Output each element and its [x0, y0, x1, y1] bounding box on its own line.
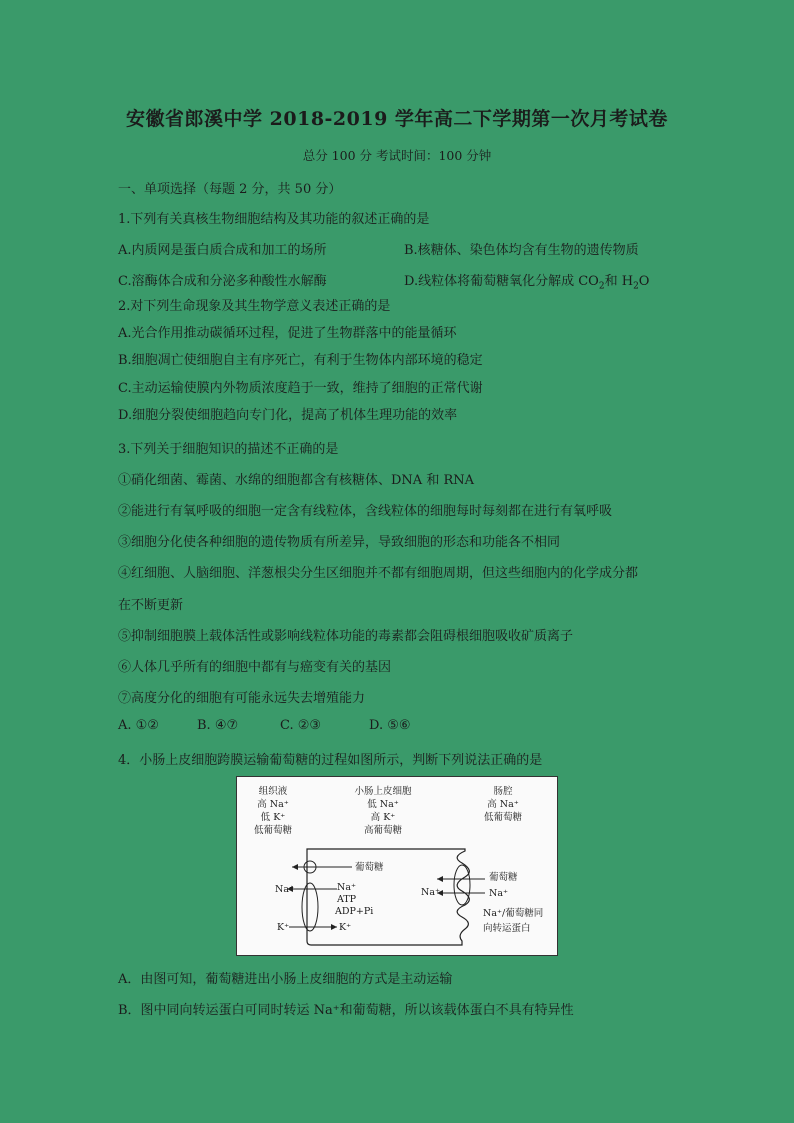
- na-cell-label: Na⁺: [421, 887, 440, 898]
- na-lumen-label: Na⁺: [489, 888, 508, 899]
- tissue-glucose-label: 低葡萄糖: [253, 825, 292, 836]
- q3-option-d: D. ⑤⑥: [369, 718, 411, 733]
- glucose-transport-figure: [236, 776, 558, 956]
- cell-label: 小肠上皮细胞: [354, 786, 412, 797]
- q3-item-5: ⑤抑制细胞膜上载体活性或影响线粒体功能的毒素都会阻碍根细胞吸收矿质离子: [118, 629, 574, 644]
- lumen-label: 肠腔: [493, 786, 513, 797]
- section-heading: 一、单项选择（每题 2 分，共 50 分）: [118, 182, 342, 197]
- q3-item-4: ④红细胞、人脑细胞、洋葱根尖分生区细胞并不都有细胞周期，但这些细胞内的化学成分都: [118, 566, 639, 581]
- q1-option-d: [404, 270, 649, 292]
- na-k-pump: [302, 883, 318, 931]
- na-out-label: Na⁺: [275, 884, 294, 895]
- q4-option-b: B．图中同向转运蛋白可同时转运 Na⁺和葡萄糖，所以该载体蛋白不具有特异性: [118, 1003, 574, 1018]
- cotransporter: [454, 865, 470, 905]
- q2-option-d: D.细胞分裂使细胞趋向专门化，提高了机体生理功能的效率: [118, 408, 458, 423]
- k-in-label: K⁺: [339, 922, 352, 933]
- exam-subtitle: 总分 100 分 考试时间：100 分钟: [302, 148, 492, 163]
- glucose-lumen-label: 葡萄糖: [489, 872, 518, 883]
- q1-stem: 1.下列有关真核生物细胞结构及其功能的叙述正确的是: [118, 212, 430, 227]
- cell-na-label: 低 Na⁺: [367, 799, 399, 810]
- tissue-k-label: 低 K⁺: [260, 812, 286, 823]
- cotransporter-label-1: Na⁺/葡萄糖同: [483, 908, 544, 919]
- q3-option-a: A. ①②: [118, 718, 159, 733]
- cotransporter-label-2: 向转运蛋白: [483, 923, 531, 934]
- q3-item-2: ②能进行有氧呼吸的细胞一定含有线粒体，含线粒体的细胞每时每刻都在进行有氧呼吸: [118, 504, 613, 519]
- q4-option-a: A．由图可知，葡萄糖进出小肠上皮细胞的方式是主动运输: [118, 972, 453, 987]
- q2-stem: 2.对下列生命现象及其生物学意义表述正确的是: [118, 299, 391, 314]
- q3-option-b: B. ④⑦: [197, 718, 239, 733]
- q4-stem: 4．小肠上皮细胞跨膜运输葡萄糖的过程如图所示，判断下列说法正确的是: [118, 753, 543, 768]
- q2-option-c: C.主动运输使膜内外物质浓度趋于一致，维持了细胞的正常代谢: [118, 381, 483, 396]
- q1-option-d-text: D.线粒体将葡萄糖氧化分解成 CO: [404, 274, 599, 289]
- glucose-out-label: 葡萄糖: [355, 862, 384, 873]
- q1-option-d-end: O: [638, 274, 650, 289]
- q3-item-4-cont: 在不断更新: [118, 598, 184, 613]
- lumen-na-label: 高 Na⁺: [487, 799, 519, 810]
- q2-option-a: A.光合作用推动碳循环过程，促进了生物群落中的能量循环: [118, 326, 457, 341]
- q3-item-3: ③细胞分化使各种细胞的遗传物质有所差异，导致细胞的形态和功能各不相同: [118, 535, 561, 550]
- atp-label: ATP: [337, 894, 357, 905]
- figure-mid-labels: [347, 785, 419, 837]
- q1-option-d-sub2: 2: [633, 281, 639, 292]
- q3-stem: 3.下列关于细胞知识的描述不正确的是: [118, 442, 339, 457]
- figure-left-labels: [245, 785, 301, 837]
- q1-option-b: B.核糖体、染色体均含有生物的遗传物质: [404, 243, 639, 258]
- cell-k-label: 高 K⁺: [370, 812, 396, 823]
- q3-option-c: C. ②③: [280, 718, 322, 733]
- glucose-in-arrowhead: [437, 876, 443, 882]
- cell-glucose-label: 高葡萄糖: [363, 825, 402, 836]
- q1-option-d-sub1: 2: [598, 281, 605, 292]
- na-pump-in-label: Na⁺: [337, 882, 356, 893]
- lumen-glucose-label: 低葡萄糖: [483, 812, 522, 823]
- adp-label: ADP+Pi: [335, 906, 374, 917]
- q3-item-6: ⑥人体几乎所有的细胞中都有与癌变有关的基因: [118, 660, 392, 675]
- q2-option-b: B.细胞凋亡使细胞自主有序死亡，有利于生物体内部环境的稳定: [118, 353, 483, 368]
- figure-right-labels: [475, 785, 531, 824]
- q1-option-c: C.溶酶体合成和分泌多种酸性水解酶: [118, 274, 327, 289]
- q3-item-7: ⑦高度分化的细胞有可能永远失去增殖能力: [118, 691, 366, 706]
- q1-option-a: A.内质网是蛋白质合成和加工的场所: [118, 243, 327, 258]
- exam-title: 安徽省郎溪中学 2018-2019 学年高二下学期第一次月考试卷: [126, 108, 668, 130]
- tissue-fluid-label: 组织液: [258, 786, 288, 797]
- q3-item-1: ①硝化细菌、霉菌、水绵的细胞都含有核糖体、DNA 和 RNA: [118, 473, 475, 488]
- tissue-na-label: 高 Na⁺: [257, 799, 289, 810]
- glucose-arrowhead: [292, 864, 298, 870]
- k-arrowhead: [331, 924, 337, 930]
- k-out-label: K⁺: [277, 922, 290, 933]
- cell-outline: [307, 849, 469, 945]
- q1-option-d-mid: 和 H: [604, 274, 634, 289]
